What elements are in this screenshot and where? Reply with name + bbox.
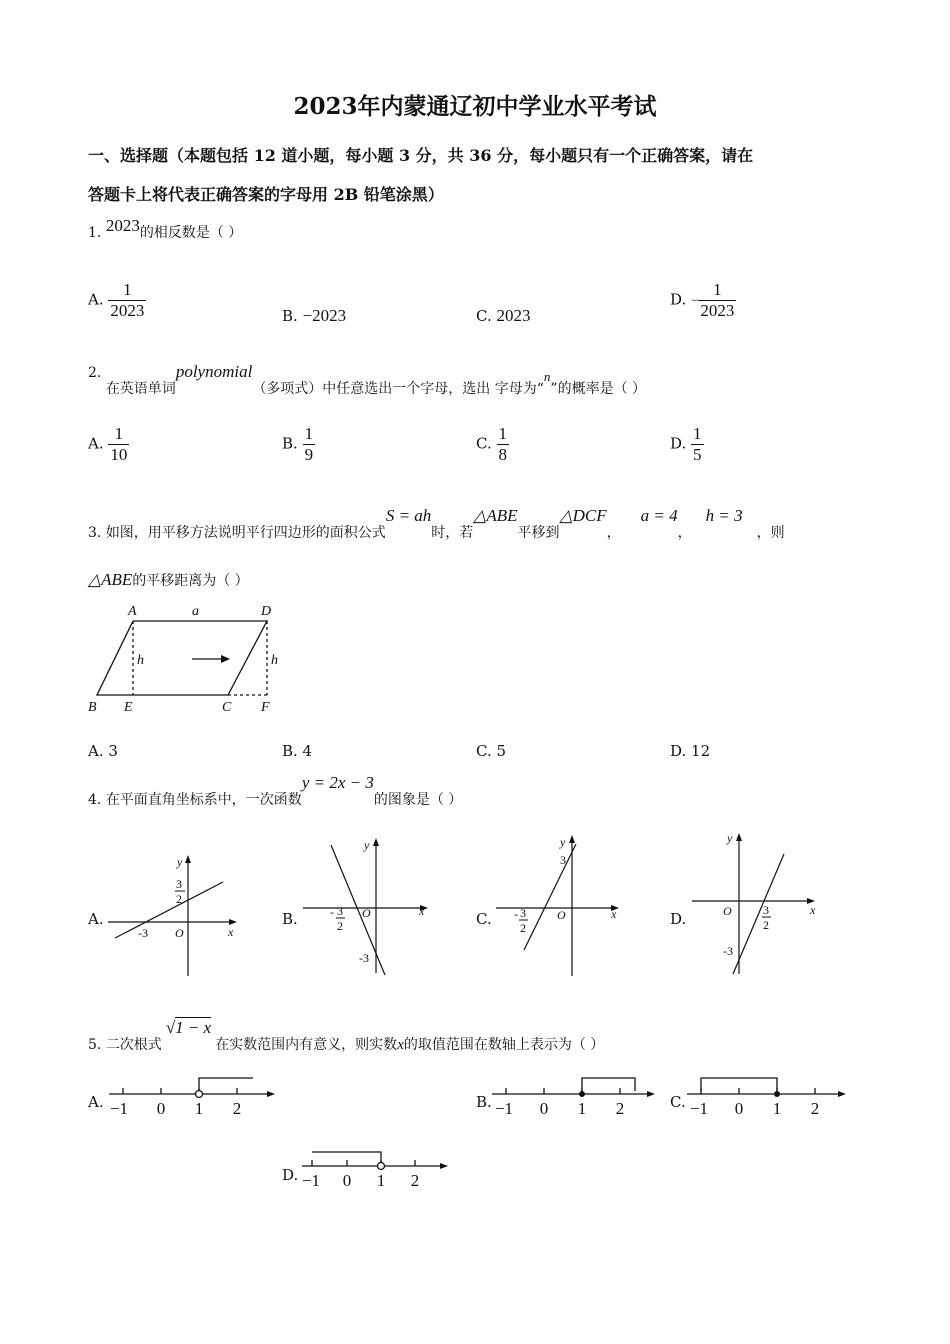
a-equation: a = 4 xyxy=(640,506,678,525)
tick-label: 2 xyxy=(232,1099,242,1118)
fraction: $\frac{1}{9}$ xyxy=(304,424,314,464)
q3-option-c[interactable]: C. 5 xyxy=(476,742,507,760)
q5-option-c-label[interactable]: C. xyxy=(670,1093,686,1111)
q4-option-c-label[interactable]: C. xyxy=(476,910,492,928)
tick-label: -3 xyxy=(359,951,369,965)
tick-label: 1 xyxy=(376,1171,386,1190)
closed-point xyxy=(579,1091,585,1097)
fraction: $\frac{1}{8}$ xyxy=(498,424,507,464)
tick-label: 3 xyxy=(520,906,526,920)
y-label: y xyxy=(560,835,566,849)
option-label: C. xyxy=(476,434,492,453)
tick-label: −1 xyxy=(689,1099,709,1118)
comma: ， xyxy=(606,525,621,541)
y-arrow-icon xyxy=(185,855,191,863)
q1-option-a[interactable] xyxy=(88,280,146,321)
question-text: 如图，用平移方法说明平行四边形的面积公式 xyxy=(105,525,386,541)
x-label: x xyxy=(810,903,816,917)
q4-option-b-label[interactable]: B. xyxy=(282,910,298,928)
label-A: A xyxy=(128,604,137,619)
number-line-d[interactable] xyxy=(298,1144,458,1194)
y-label: y xyxy=(727,831,733,845)
question-number: 1. xyxy=(88,225,102,241)
parallelogram-outline xyxy=(97,621,267,695)
x-label: x xyxy=(611,907,617,921)
q5-option-d-label[interactable]: D. xyxy=(282,1166,299,1184)
area-formula: S = ah xyxy=(385,506,432,525)
y-arrow-icon xyxy=(373,838,379,846)
q3-option-d[interactable]: D. 12 xyxy=(670,742,711,760)
tick-label: 3 xyxy=(176,877,182,891)
tick-label: 2 xyxy=(410,1171,420,1190)
y-label: y xyxy=(364,838,370,852)
option-label: D. xyxy=(670,434,687,453)
q2-option-c[interactable] xyxy=(476,424,509,465)
question-1-expr: 2023 xyxy=(105,216,140,235)
q4-option-a-label[interactable]: A. xyxy=(88,910,104,928)
tick-label: 0 xyxy=(156,1099,166,1118)
graph-b[interactable] xyxy=(295,835,445,980)
closed-point xyxy=(774,1091,780,1097)
option-label: B. xyxy=(282,307,298,325)
minus-sign: − xyxy=(691,292,699,308)
tick-label: 2 xyxy=(176,892,182,906)
question-text: ，则 xyxy=(756,525,785,541)
function-line xyxy=(115,882,223,938)
label-C: C xyxy=(222,700,232,715)
question-text: （多项式）中任意选出一个字母，选出 字母为“ xyxy=(252,381,544,397)
tick-label: 1 xyxy=(194,1099,204,1118)
tick-label: 3 xyxy=(560,853,566,867)
fraction: $\frac{1}{2023}$ xyxy=(700,280,735,320)
q3-option-b[interactable]: B. 4 xyxy=(282,742,313,760)
axis-arrow-icon xyxy=(647,1091,655,1097)
label-F: F xyxy=(261,700,270,715)
range-bracket xyxy=(199,1078,253,1091)
fraction: $\frac{1}{10}$ xyxy=(110,424,128,464)
label-a: a xyxy=(192,604,199,619)
number-line-b[interactable] xyxy=(488,1072,663,1122)
option-label: D. xyxy=(670,290,687,309)
question-text: 二次根式 xyxy=(105,1037,162,1053)
tick-label: −1 xyxy=(494,1099,514,1118)
question-3-line2 xyxy=(88,570,249,590)
y-arrow-icon xyxy=(569,835,575,843)
triangle-dcf: △DCF xyxy=(559,506,607,525)
q4-option-d-label[interactable]: D. xyxy=(670,910,687,928)
triangle-abe: △ABE xyxy=(473,506,518,525)
question-number: 2. xyxy=(88,365,102,381)
q2-option-a[interactable] xyxy=(88,424,129,465)
option-label: C. xyxy=(476,307,492,325)
label-h-left: h xyxy=(137,653,144,668)
tick-label: 2 xyxy=(810,1099,820,1118)
letter-n: n xyxy=(543,369,551,384)
question-4 xyxy=(88,773,463,808)
triangle-abe: △ABE xyxy=(88,570,133,589)
tick-label: −1 xyxy=(301,1171,321,1190)
option-label: A. xyxy=(88,434,104,453)
q2-option-b[interactable] xyxy=(282,424,315,465)
x-label: x xyxy=(419,904,425,918)
h-equation: h = 3 xyxy=(705,506,743,525)
question-1-text: 的相反数是（ ） xyxy=(139,225,243,241)
tick-label: -3 xyxy=(138,926,148,940)
radical-expression: √1 − x xyxy=(165,1018,212,1037)
tick-label: 1 xyxy=(772,1099,782,1118)
question-text: 在实数范围内有意义，则实数 xyxy=(215,1037,398,1053)
question-1 xyxy=(88,216,243,242)
graph-d[interactable] xyxy=(688,828,828,980)
number-line-a[interactable] xyxy=(105,1072,280,1122)
axis-arrow-icon xyxy=(440,1163,448,1169)
option-label: A. xyxy=(88,290,104,309)
radicand: 1 − x xyxy=(175,1018,212,1037)
tick-label: 2 xyxy=(763,918,769,932)
question-2 xyxy=(88,362,647,397)
tick-label: 2 xyxy=(615,1099,625,1118)
graph-a[interactable] xyxy=(100,850,250,980)
question-number: 5. xyxy=(88,1037,102,1053)
english-word: polynomial xyxy=(175,362,253,381)
function-line xyxy=(733,854,784,974)
question-number: 4. xyxy=(88,792,102,808)
x-label: x xyxy=(228,925,234,939)
origin-label: O xyxy=(557,908,566,922)
page-title: 2023年内蒙通辽初中学业水平考试 xyxy=(293,93,657,120)
q5-option-b-label[interactable]: B. xyxy=(476,1093,492,1111)
origin-label: O xyxy=(723,904,732,918)
parallelogram-figure xyxy=(80,598,300,722)
tick-label: 3 xyxy=(337,904,343,918)
question-text: 的取值范围在数轴上表示为（ ） xyxy=(403,1037,605,1053)
tick-label: - xyxy=(330,905,334,919)
tick-label: 0 xyxy=(539,1099,549,1118)
option-label: B. xyxy=(282,434,298,453)
q1-option-d[interactable] xyxy=(670,280,736,321)
range-bracket xyxy=(582,1078,635,1091)
tick-label: 0 xyxy=(342,1171,352,1190)
tick-label: 2 xyxy=(337,919,343,933)
question-number: 3. xyxy=(88,525,102,541)
q3-option-a[interactable]: A. 3 xyxy=(88,742,118,760)
option-value: −2023 xyxy=(302,306,347,325)
y-label: y xyxy=(177,855,183,869)
q2-option-d[interactable] xyxy=(670,424,704,465)
question-text: 在平面直角坐标系中，一次函数 xyxy=(105,792,302,808)
question-5 xyxy=(88,1018,605,1053)
function-line xyxy=(524,844,576,950)
section-header-line2: 答题卡上将代表正确答案的字母用 2B 铅笔涂黑） xyxy=(88,185,444,204)
q5-option-a-label[interactable]: A. xyxy=(88,1093,104,1111)
fraction: $\frac{1}{5}$ xyxy=(693,424,702,464)
tick-label: 3 xyxy=(763,903,769,917)
tick-label: 2 xyxy=(520,921,526,935)
label-h-right: h xyxy=(271,653,278,668)
origin-label: O xyxy=(362,906,371,920)
label-E: E xyxy=(124,700,133,715)
y-arrow-icon xyxy=(736,833,742,841)
variable-x: x xyxy=(397,1037,404,1053)
open-point xyxy=(378,1163,385,1170)
axis-arrow-icon xyxy=(267,1091,275,1097)
origin-label: O xyxy=(175,926,184,940)
arrow-icon xyxy=(221,655,230,663)
number-line-c[interactable] xyxy=(683,1072,853,1122)
open-point xyxy=(196,1091,203,1098)
axis-arrow-icon xyxy=(838,1091,846,1097)
q1-option-b[interactable] xyxy=(282,306,346,326)
comma: ， xyxy=(677,525,692,541)
tick-label: -3 xyxy=(723,944,733,958)
tick-label: - xyxy=(514,907,518,921)
tick-label: 1 xyxy=(577,1099,587,1118)
q1-option-c[interactable] xyxy=(476,306,531,326)
question-text: 在英语单词 xyxy=(105,381,176,397)
fraction: $\frac{1}{2023}$ xyxy=(110,280,145,320)
question-3 xyxy=(88,506,878,541)
section-header-line1: 一、选择题（本题包括 12 道小题，每小题 3 分，共 36 分，每小题只有一个正确答案，请在 xyxy=(88,146,754,165)
label-B: B xyxy=(88,700,97,715)
graph-c[interactable] xyxy=(492,832,632,980)
question-text: 时，若 xyxy=(431,525,474,541)
option-value: 2023 xyxy=(496,306,531,325)
label-D: D xyxy=(261,604,272,619)
tick-label: −1 xyxy=(109,1099,129,1118)
function-expr: y = 2x − 3 xyxy=(301,773,374,792)
tick-label: 0 xyxy=(734,1099,744,1118)
question-text: 的图象是（ ） xyxy=(373,792,463,808)
question-text: ”的概率是（ ） xyxy=(550,381,647,397)
question-text: 平移到 xyxy=(517,525,560,541)
question-text: 的平移距离为（ ） xyxy=(132,573,249,589)
